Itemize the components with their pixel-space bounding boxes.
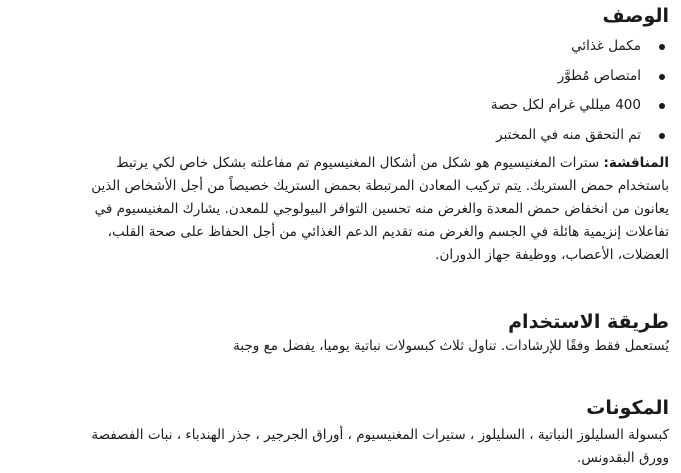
discussion-text: سترات المغنيسيوم هو شكل من أشكال المغنيسيوم تم مفاعلته بشكل خاص لكي يرتبط bbox=[116, 155, 604, 171]
list-item-text: مكمل غذائي bbox=[571, 38, 641, 54]
discussion-label: المناقشة: bbox=[603, 155, 669, 171]
bullet-icon bbox=[659, 103, 665, 109]
discussion-paragraph bbox=[91, 152, 669, 267]
bullet-icon bbox=[659, 133, 665, 139]
list-item bbox=[491, 32, 669, 62]
ingredients-paragraph bbox=[91, 424, 669, 470]
list-item bbox=[491, 62, 669, 92]
usage-paragraph bbox=[233, 335, 669, 358]
list-item bbox=[491, 91, 669, 121]
list-item-text: تم التحقق منه في المختبر bbox=[496, 126, 641, 143]
list-item-text: 400 ميللي غرام لكل حصة bbox=[490, 97, 641, 113]
description-list bbox=[491, 32, 669, 150]
discussion-line bbox=[91, 152, 669, 175]
usage-heading: طريقة الاستخدام bbox=[508, 311, 669, 333]
discussion-line: يعانون من انخفاض حمض المعدة والغرض منه تحسين التوافر البيولوجي للمعدن. يشارك المغنيسيوم في bbox=[94, 201, 669, 217]
ingredients-heading: المكونات bbox=[586, 397, 669, 419]
bullet-icon bbox=[659, 74, 665, 80]
ingredients-line: وورق البقدونس. bbox=[577, 450, 669, 466]
discussion-line: تفاعلات إنزيمية هائلة في الجسم والغرض منه تقديم الدعم الغذائي من أجل الحفاظ على صحة القلب، bbox=[107, 224, 669, 240]
bullet-icon bbox=[659, 44, 665, 50]
usage-text: يُستعمل فقط وفقًا للإرشادات. تناول ثلاث كبسولات نباتية يوميا، يفضل مع وجبة bbox=[233, 338, 669, 354]
discussion-line: العضلات، الأعصاب، ووظيفة جهاز الدوران. bbox=[435, 247, 669, 263]
ingredients-line: كبسولة السليلوز النباتية ، السليلوز ، ستيرات المغنيسيوم ، أوراق الجرجير ، جذر الهندباء ، نبات الفصفصة bbox=[91, 427, 669, 443]
description-heading: الوصف bbox=[602, 5, 669, 27]
list-item bbox=[491, 121, 669, 151]
list-item-text: امتصاص مُطوَّر bbox=[557, 67, 641, 84]
discussion-line: باستخدام حمض الستريك. يتم تركيب المعادن المرتبطة بحمض الستريك خصيصاً من أجل الأشخاص الذين bbox=[91, 178, 669, 194]
